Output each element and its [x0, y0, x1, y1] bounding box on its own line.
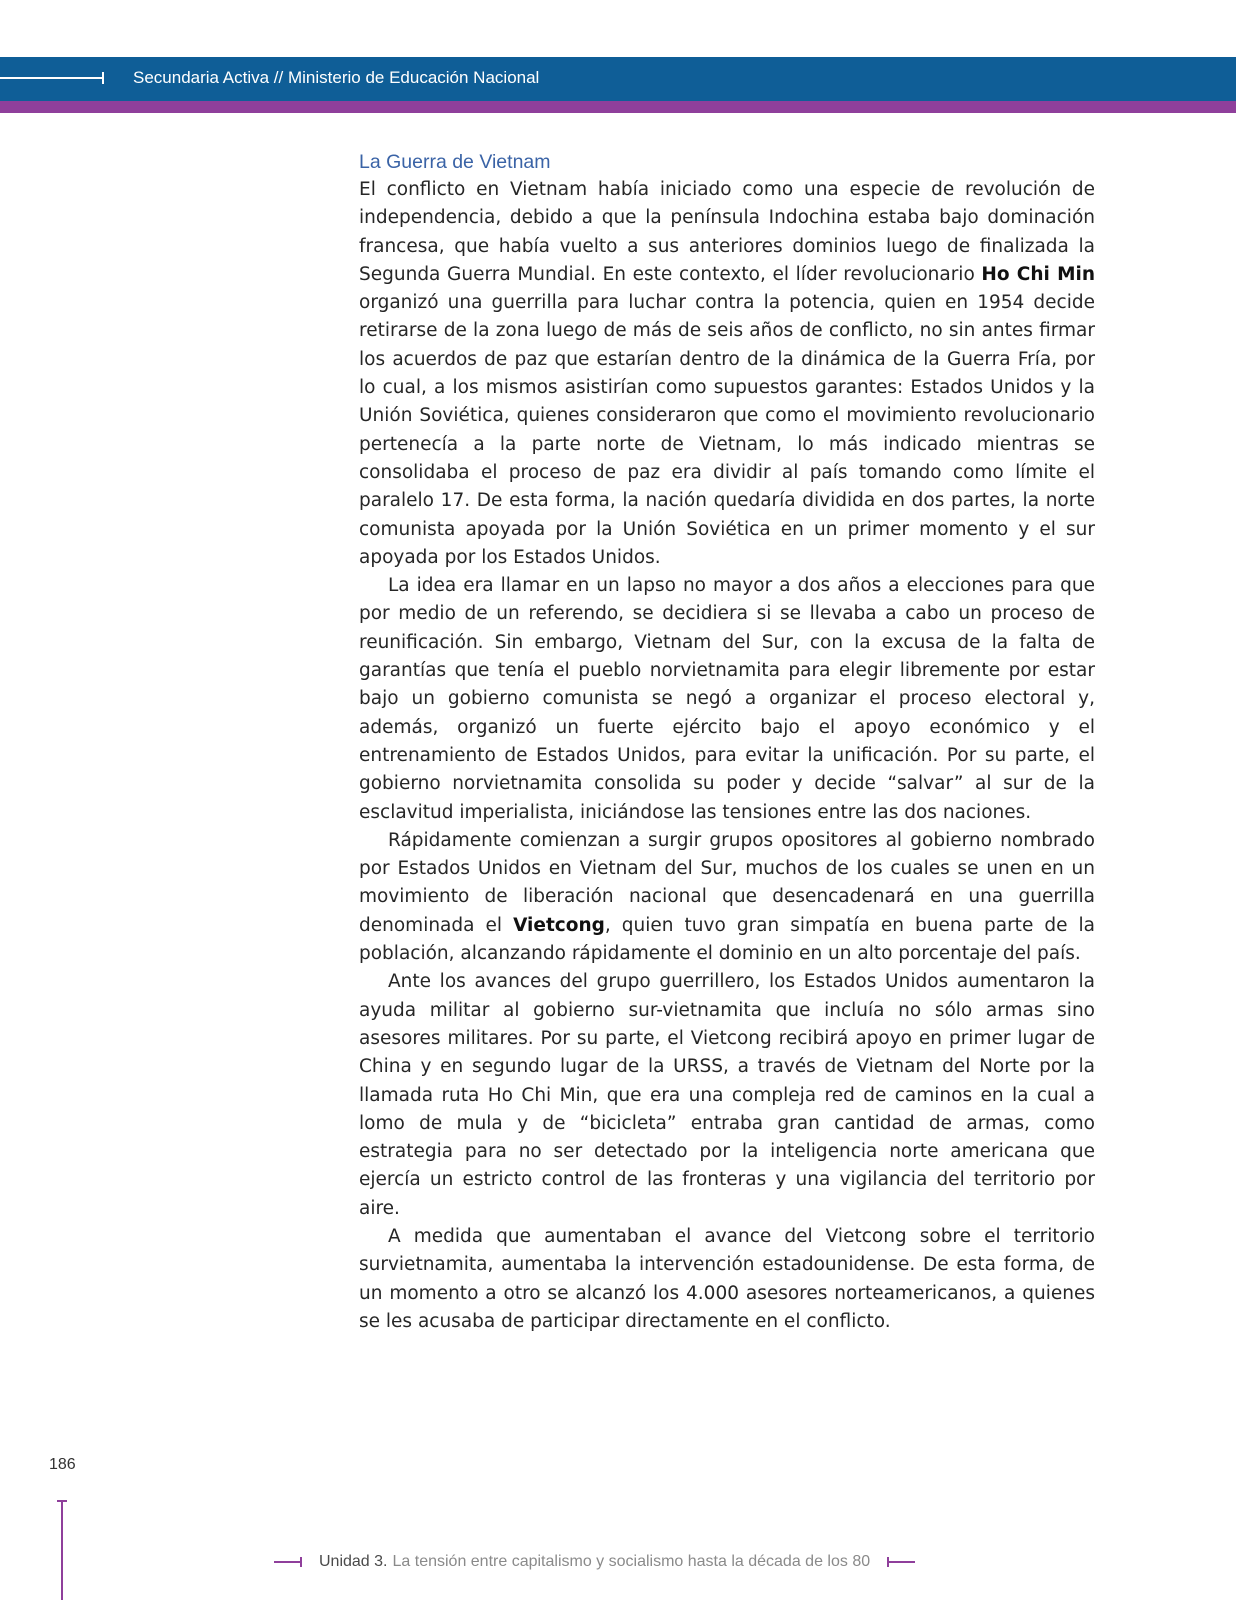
main-content: [359, 148, 1095, 1336]
paragraph-2: La idea era llamar en un lapso no mayor a dos años a elecciones para que por medio de un referendo, se decidiera si se llevaba a cabo un proceso de reunificación. Sin embargo, Vietnam del Sur, con la excusa de la falta de garantías que tenía el pueblo norvietnamita para elegir libremente por estar bajo un gobierno comunista se negó a organizar el proceso electoral y, además, organizó un fuerte ejército bajo el apoyo económico y el entrenamiento de Estados Unidos, para evitar la unificación. Por su parte, el gobierno norvietnamita consolida su poder y decide “salvar” al sur de la esclavitud imperialista, iniciándose las tensiones entre las dos naciones.: [359, 575, 1095, 823]
bold-term-ho-chi-min: Ho Chi Min: [981, 263, 1095, 285]
section-title: La Guerra de Vietnam: [359, 151, 551, 173]
header-title: Secundaria Activa // Ministerio de Educación Nacional: [133, 68, 540, 87]
paragraph-text: , quien tuvo gran simpatía en buena parte de la población, alcanzando rápidamente el dominio en un alto porcentaje del país.: [359, 914, 1095, 965]
bold-term-vietcong: Vietcong: [513, 914, 605, 936]
footer-right-bar: [887, 1561, 915, 1563]
footer-unit-title: La tensión entre capitalismo y socialismo hasta la década de los 80: [392, 1553, 871, 1570]
header-decorative-tick: [102, 72, 104, 84]
footer-left-bar: [274, 1561, 302, 1563]
page-number: 186: [49, 1456, 76, 1473]
footer-unit-label: Unidad 3.: [319, 1553, 388, 1570]
paragraph-text: El conflicto en Vietnam había iniciado como una especie de revolución de independencia, debido a que la península Indochina estaba bajo dominación francesa, que había vuelto a sus anteriores dominios luego de finalizada la Segunda Guerra Mundial. En este contexto, el líder revolucionario: [359, 179, 1095, 285]
margin-decorative-line: [61, 1502, 63, 1600]
header-decorative-line: [0, 77, 104, 79]
paragraph-4: Ante los avances del grupo guerrillero, los Estados Unidos aumentaron la ayuda militar al gobierno sur-vietnamita que incluía no sólo armas sino asesores militares. Por su parte, el Vietcong recibirá apoyo en primer lugar de China y en segundo lugar de la URSS, a través de Vietnam del Norte por la llamada ruta Ho Chi Min, que era una compleja red de caminos en la cual a lomo de mula y de “bicicleta” entraba gran cantidad de armas, como estrategia para no ser detectado por la inteligencia norte americana que ejercía un estricto control de las fronteras y una vigilancia del territorio por aire.: [359, 971, 1095, 1219]
footer: [274, 1552, 915, 1572]
paragraph-text: Rápidamente comienzan a surgir grupos opositores al gobierno nombrado por Estados Unidos en Vietnam del Sur, muchos de los cuales se unen en un movimiento de liberación nacional que desencadenará en una guerrilla denominada el: [359, 829, 1095, 936]
paragraph-5: A medida que aumentaban el avance del Vietcong sobre el territorio survietnamita, aumentaba la intervención estadounidense. De esta forma, de un momento a otro se alcanzó los 4.000 asesores norteamericanos, a quienes se les acusaba de participar directamente en el conflicto.: [359, 1225, 1095, 1332]
paragraph-3: [359, 827, 1095, 968]
header-accent-stripe: [0, 101, 1236, 113]
paragraph-text: organizó una guerrilla para luchar contra la potencia, quien en 1954 decide retirarse de la zona luego de más de seis años de conflicto, no sin antes firmar los acuerdos de paz que estarían dentro de la dinámica de la Guerra Fría, por lo cual, a los mismos asistirían como supuestos garantes: Estados Unidos y la Unión Soviética, quienes consideraron que como el movimiento revolucionario pertenecía a la parte norte de Vietnam, lo más indicado mientras se consolidaba el proceso de paz era dividir al país tomando como límite el paralelo 17. De esta forma, la nación quedaría dividida en dos partes, la norte comunista apoyada por la Unión Soviética en un primer momento y el sur apoyada por los Estados Unidos.: [359, 292, 1095, 568]
paragraph-1: [359, 176, 1095, 572]
